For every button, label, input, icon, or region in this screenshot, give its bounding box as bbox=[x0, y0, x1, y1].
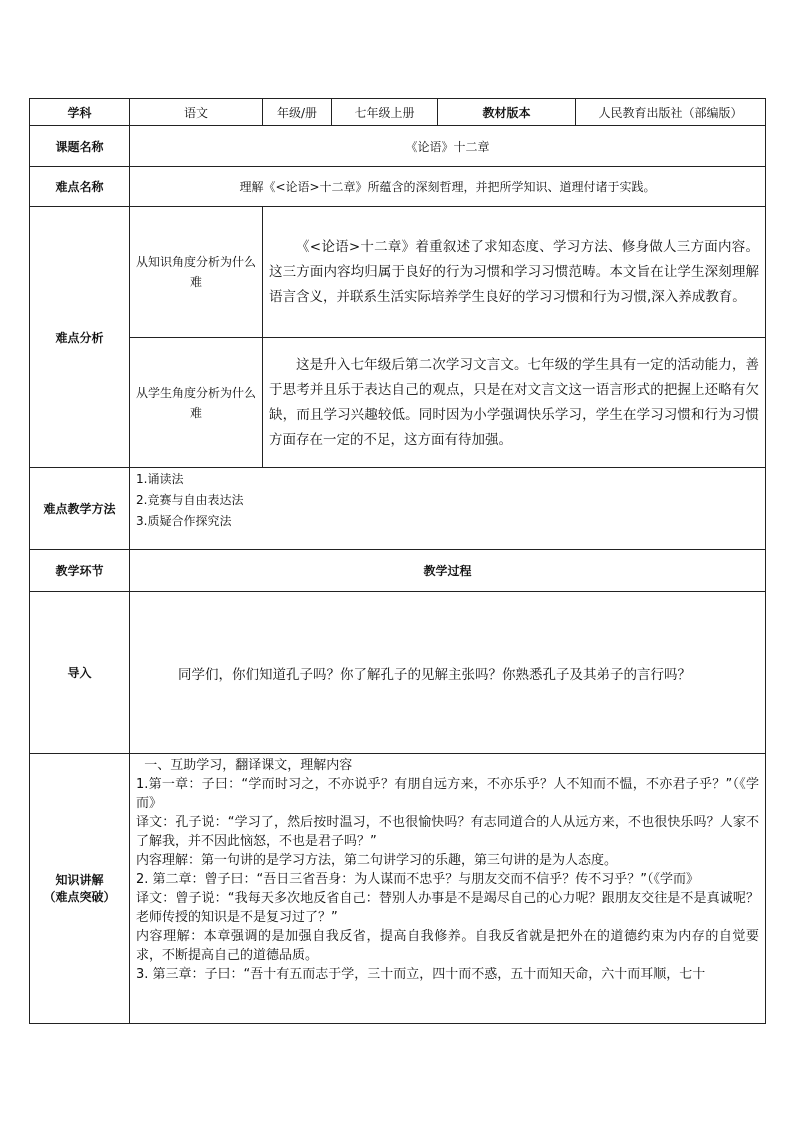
knowledge-label: 知识讲解 bbox=[55, 872, 104, 887]
process-header-row bbox=[30, 550, 766, 592]
grade-label: 年级/册 bbox=[263, 99, 332, 126]
lesson-title-row bbox=[30, 126, 766, 167]
student-angle-text: 这是升入七年级后第二次学习文言文。七年级的学生具有一定的活动能力，善于思考并且乐于表达自己的观点，只是在对文言文这一语言形式的把握上还略有欠缺，而且学习兴趣较低。同时因为小学强调快乐学习，学生在学习习惯和行为习惯方面存在一定的不足，这方面有待加强。 bbox=[269, 356, 759, 448]
knowledge-line: 3. 第三章：子曰：“吾十有五而志于学，三十而立，四十而不惑，五十而知天命，六十而耳顺，七十 bbox=[136, 967, 706, 982]
knowledge-line: 译文：曾子说：“我每天多次地反省自己：替别人办事是不是竭尽自己的心力呢？跟朋友交往是不是真诚呢？老师传授的知识是不是复习过了？” bbox=[136, 891, 759, 925]
difficulty-label: 难点名称 bbox=[30, 167, 130, 207]
edition-value: 人民教育出版社（部编版） bbox=[576, 99, 766, 126]
knowledge-line: 2. 第二章：曾子曰：“吾日三省吾身：为人谋而不忠乎？与朋友交而不信乎？传不习乎？”（《学而》 bbox=[136, 872, 700, 887]
stage-label: 教学环节 bbox=[30, 550, 130, 592]
intro-text: 同学们，你们知道孔子吗？你了解孔子的见解主张吗？你熟悉孔子及其弟子的言行吗？ bbox=[130, 592, 766, 754]
knowledge-line: 译文：孔子说：“学习了，然后按时温习，不也很愉快吗？有志同道合的人从远方来，不也很快乐吗？人家不了解我，并不因此恼怒，不也是君子吗？” bbox=[136, 815, 759, 849]
intro-label: 导入 bbox=[30, 592, 130, 754]
knowledge-line: 1.第一章：子曰：“学而时习之，不亦说乎？有朋自远方来，不亦乐乎？人不知而不愠，不亦君子乎？”（《学而》 bbox=[136, 777, 759, 811]
knowledge-label-cell bbox=[30, 754, 130, 1024]
subject-label: 学科 bbox=[30, 99, 130, 126]
grade-value: 七年级上册 bbox=[332, 99, 438, 126]
header-row bbox=[30, 99, 766, 126]
methods-row bbox=[30, 468, 766, 550]
lesson-title-value: 《论语》十二章 bbox=[130, 126, 766, 167]
methods-label: 难点教学方法 bbox=[30, 468, 130, 550]
knowledge-line: 内容理解：第一句讲的是学习方法，第二句讲学习的乐趣，第三句讲的是为人态度。 bbox=[136, 853, 618, 868]
knowledge-angle-text-cell bbox=[263, 207, 766, 338]
difficulty-value: 理解《<论语>十二章》所蕴含的深刻哲理，并把所学知识、道理付诸于实践。 bbox=[130, 167, 766, 207]
intro-row bbox=[30, 592, 766, 754]
analysis-knowledge-row bbox=[30, 207, 766, 338]
analysis-label: 难点分析 bbox=[30, 207, 130, 468]
subject-value: 语文 bbox=[130, 99, 263, 126]
knowledge-row bbox=[30, 754, 766, 1024]
knowledge-line: 一、互助学习，翻译课文，理解内容 bbox=[136, 758, 353, 773]
method-item: 1.诵读法 bbox=[136, 472, 184, 486]
lesson-title-label: 课题名称 bbox=[30, 126, 130, 167]
knowledge-angle-text: 《<论语>十二章》着重叙述了求知态度、学习方法、修身做人三方面内容。这三方面内容均归属于良好的行为习惯和学习习惯范畴。本文旨在让学生深刻理解语言含义，并联系生活实际培养学生良好的学习习惯和行为习惯,深入养成教育。 bbox=[269, 238, 759, 305]
analysis-student-row bbox=[30, 338, 766, 468]
difficulty-row bbox=[30, 167, 766, 207]
knowledge-line: 内容理解：本章强调的是加强自我反省，提高自我修养。自我反省就是把外在的道德约束为内存的自觉要求，不断提高自己的道德品质。 bbox=[136, 929, 759, 963]
lesson-plan-table bbox=[29, 98, 766, 1024]
edition-label: 教材版本 bbox=[438, 99, 576, 126]
methods-list bbox=[130, 468, 766, 550]
student-angle-label: 从学生角度分析为什么难 bbox=[130, 338, 263, 468]
method-item: 2.竞赛与自由表达法 bbox=[136, 493, 244, 507]
method-item: 3.质疑合作探究法 bbox=[136, 514, 232, 528]
student-angle-text-cell bbox=[263, 338, 766, 468]
knowledge-content bbox=[130, 754, 766, 1024]
knowledge-sublabel: （难点突破） bbox=[43, 889, 116, 904]
knowledge-angle-label: 从知识角度分析为什么难 bbox=[130, 207, 263, 338]
process-label: 教学过程 bbox=[130, 550, 766, 592]
